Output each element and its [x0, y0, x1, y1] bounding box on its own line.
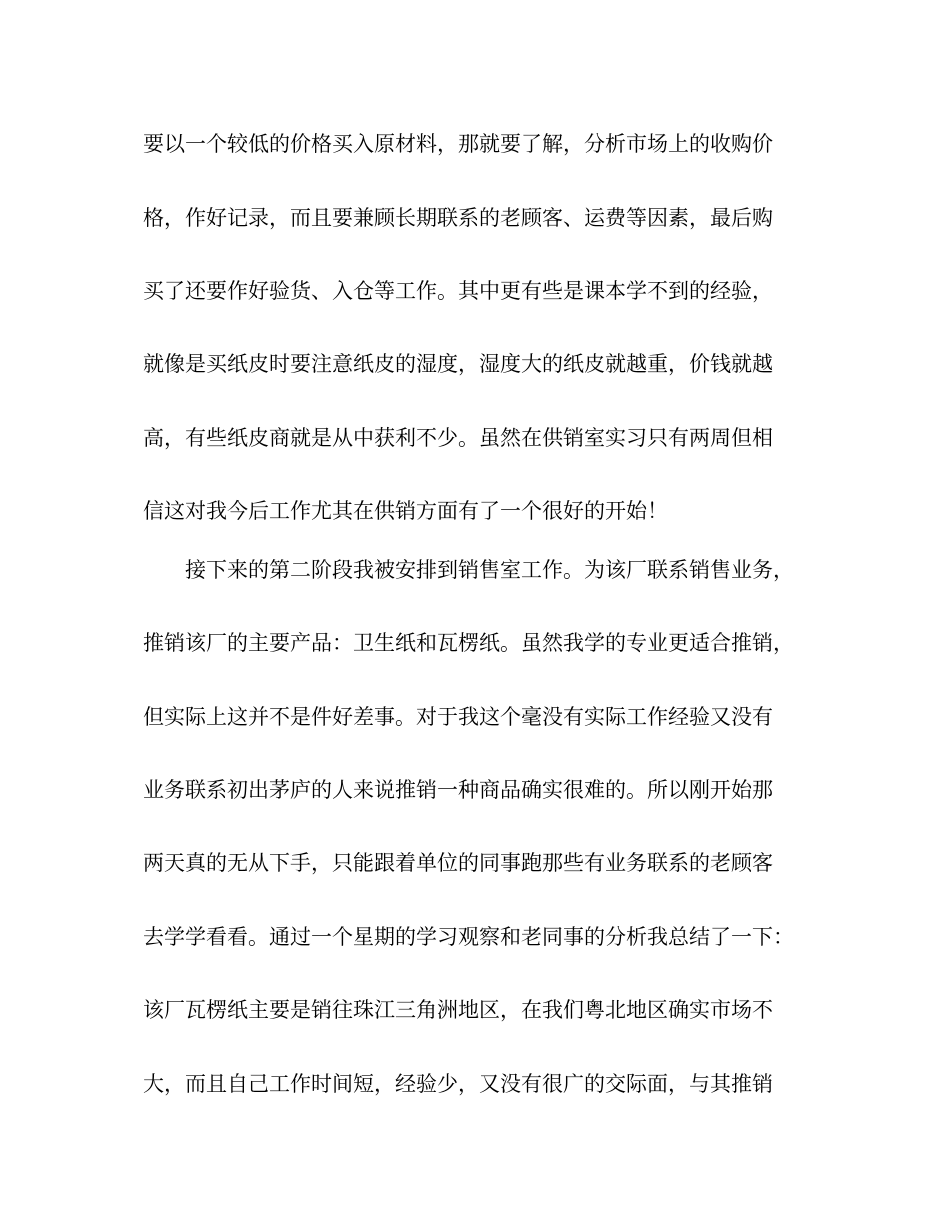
text-line: 去学学看看。通过一个星期的学习观察和老同事的分析我总结了一下：	[143, 925, 794, 949]
paragraph-first-line: 接下来的第二阶段我被安排到销售室工作。为该厂联系销售业务，	[185, 558, 794, 582]
text-line: 大，而且自己工作时间短，经验少，又没有很广的交际面，与其推销	[143, 1072, 773, 1096]
text-line: 高，有些纸皮商就是从中获利不少。虽然在供销室实习只有两周但相	[143, 426, 773, 450]
text-line: 就像是买纸皮时要注意纸皮的湿度，湿度大的纸皮就越重，价钱就越	[143, 352, 773, 376]
text-line: 要以一个较低的价格买入原材料，那就要了解，分析市场上的收购价	[143, 132, 773, 156]
text-line: 推销该厂的主要产品：卫生纸和瓦楞纸。虽然我学的专业更适合推销，	[143, 631, 794, 655]
text-line: 信这对我今后工作尤其在供销方面有了一个很好的开始！	[143, 499, 668, 523]
text-line: 两天真的无从下手，只能跟着单位的同事跑那些有业务联系的老顾客	[143, 851, 773, 875]
text-line: 业务联系初出茅庐的人来说推销一种商品确实很难的。所以刚开始那	[143, 778, 773, 802]
text-line: 买了还要作好验货、入仓等工作。其中更有些是课本学不到的经验，	[143, 279, 773, 303]
text-line: 但实际上这并不是件好差事。对于我这个毫没有实际工作经验又没有	[143, 705, 773, 729]
text-line: 该厂瓦楞纸主要是销往珠江三角洲地区，在我们粤北地区确实市场不	[143, 998, 773, 1022]
text-line: 格，作好记录，而且要兼顾长期联系的老顾客、运费等因素，最后购	[143, 206, 773, 230]
